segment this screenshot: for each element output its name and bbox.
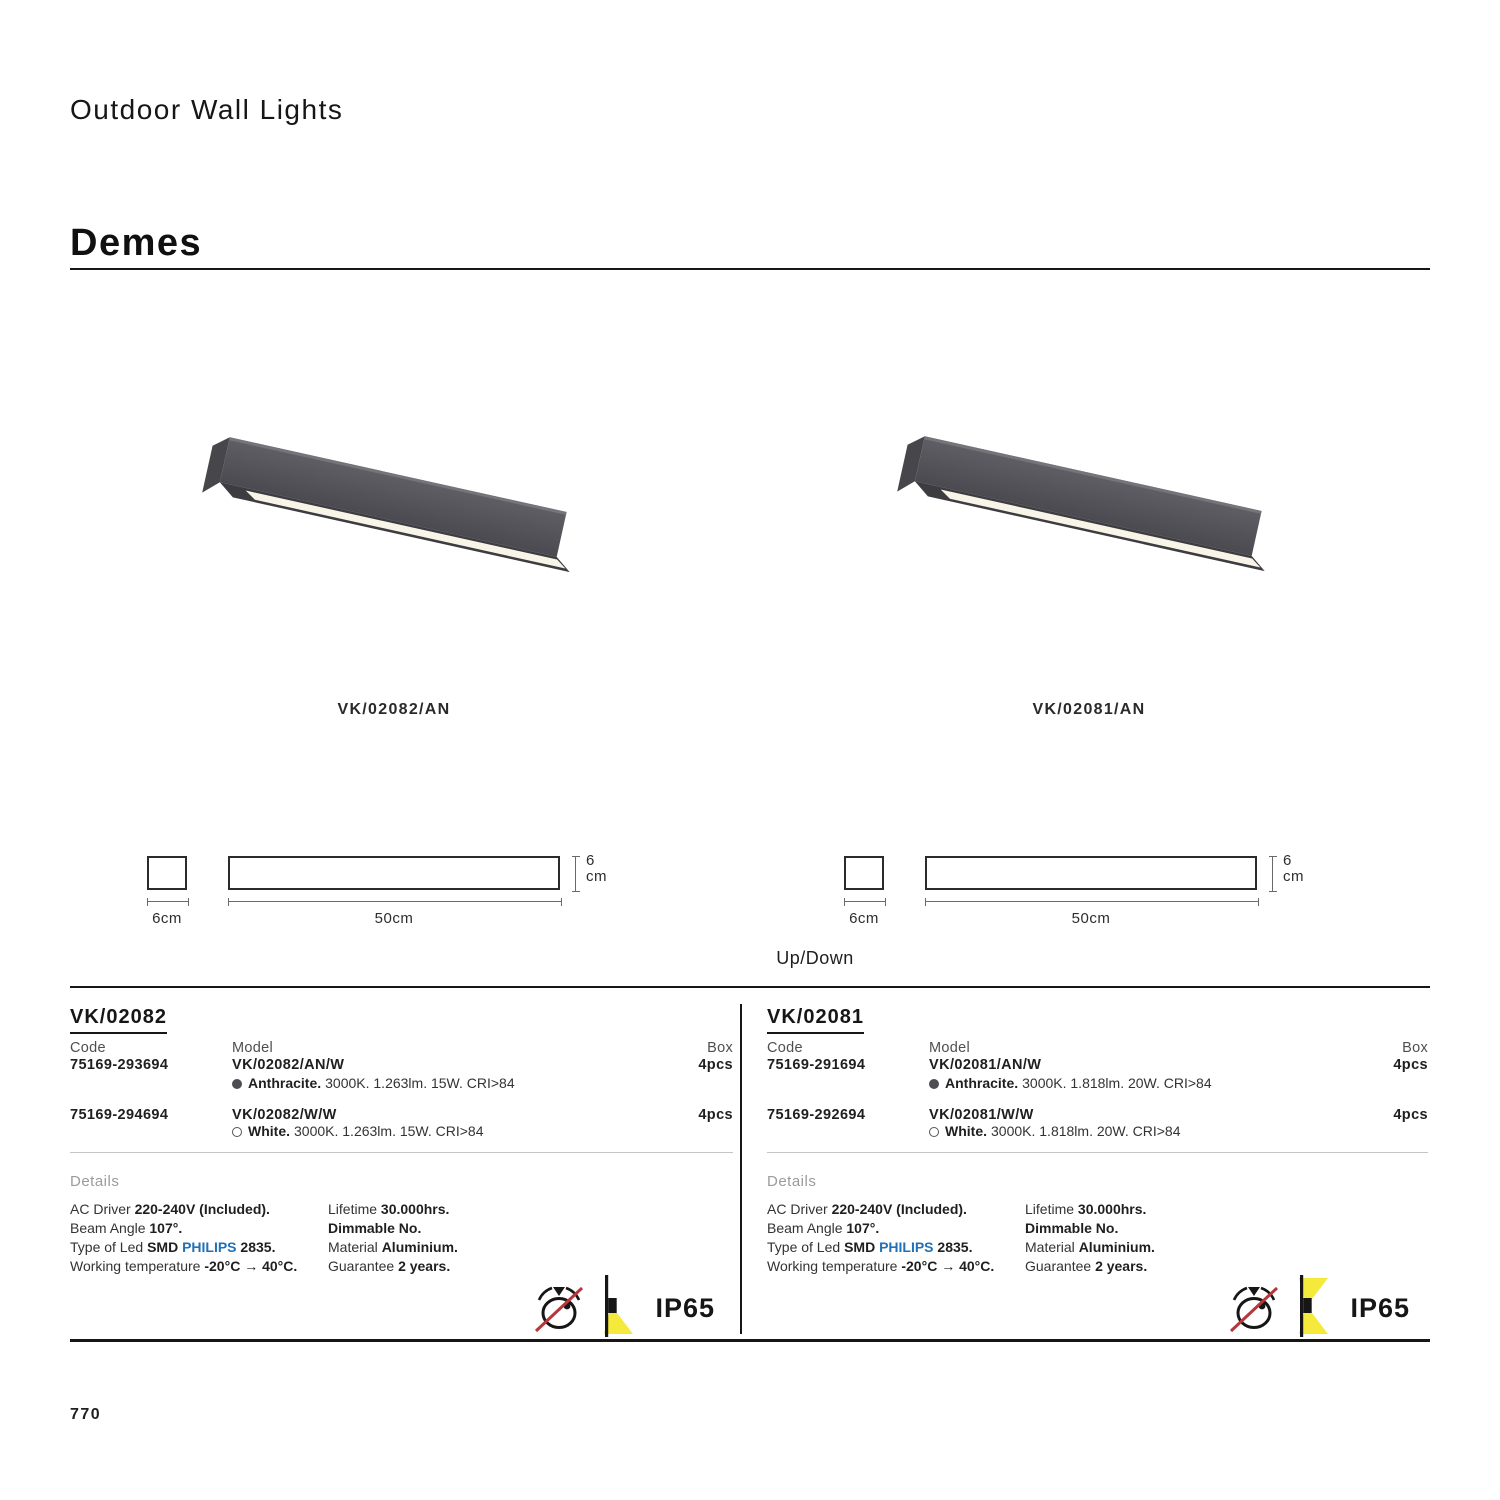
code-value: 75169-292694 <box>767 1107 866 1123</box>
detail-value: -20°C → 40°C. <box>204 1258 298 1274</box>
detail-value: 30.000hrs. <box>380 1201 450 1217</box>
details-column-2 <box>1025 1200 1155 1276</box>
model-value: VK/02081/AN/W <box>929 1057 1042 1073</box>
ip-rating: IP65 <box>1350 1292 1410 1323</box>
box-value: 4pcs <box>1393 1107 1428 1123</box>
detail-value: 220-240V (Included). <box>134 1201 270 1217</box>
detail-label: AC Driver <box>70 1201 135 1217</box>
finish-name: White. <box>248 1123 290 1139</box>
length-label: 50cm <box>374 910 414 927</box>
width-label: 6cm <box>849 910 879 927</box>
sku-heading: VK/02081 <box>767 1006 864 1034</box>
details-divider <box>767 1152 1428 1153</box>
feature-icons <box>1228 1272 1410 1344</box>
detail-line <box>767 1200 994 1219</box>
finish-specs: 3000K. 1.263lm. 15W. CRI>84 <box>325 1075 515 1091</box>
height-unit: cm <box>586 868 607 885</box>
finish-swatch-icon <box>232 1079 242 1089</box>
category-title: Outdoor Wall Lights <box>70 94 344 125</box>
model-value: VK/02082/AN/W <box>232 1057 345 1073</box>
detail-value: 2 years. <box>1095 1258 1148 1274</box>
length-rectangle <box>228 856 560 890</box>
box-header: Box <box>707 1040 733 1056</box>
detail-value: Aluminium. <box>1078 1239 1155 1255</box>
detail-label: Guarantee <box>1025 1258 1096 1274</box>
detail-value2: 2835. <box>933 1239 973 1255</box>
details-column-2 <box>328 1200 458 1276</box>
product-table-vk02081 <box>767 1004 1428 1342</box>
width-dimension-line <box>147 898 189 906</box>
detail-value: SMD <box>147 1239 183 1255</box>
model-header: Model <box>929 1040 970 1056</box>
beam-direction-icon <box>601 1274 639 1343</box>
detail-value: 220-240V (Included). <box>831 1201 967 1217</box>
finish-swatch-icon <box>929 1127 939 1137</box>
detail-label: Guarantee <box>328 1258 399 1274</box>
height-value: 6 <box>586 852 595 869</box>
finish-name: White. <box>945 1123 987 1139</box>
detail-line <box>70 1257 297 1276</box>
width-square <box>147 856 187 890</box>
dimmable-no-icon <box>1228 1280 1280 1336</box>
product-photo-vk02081 <box>897 404 1282 579</box>
detail-line <box>70 1238 297 1257</box>
detail-label: AC Driver <box>767 1201 832 1217</box>
detail-label: Type of Led <box>70 1239 148 1255</box>
finish-swatch-icon <box>929 1079 939 1089</box>
dimension-diagram <box>842 850 1312 945</box>
finish-name: Anthracite. <box>248 1075 322 1091</box>
height-value: 6 <box>1283 852 1292 869</box>
length-dimension-line <box>925 898 1259 906</box>
box-header: Box <box>1402 1040 1428 1056</box>
detail-value: SMD <box>844 1239 880 1255</box>
model-header: Model <box>232 1040 273 1056</box>
detail-line <box>328 1219 458 1238</box>
finish-name: Anthracite. <box>945 1075 1019 1091</box>
product-caption: VK/02082/AN <box>337 701 451 718</box>
length-rectangle <box>925 856 1257 890</box>
product-photo-vk02082 <box>202 405 587 580</box>
variant-description <box>929 1075 1212 1091</box>
code-header: Code <box>767 1040 803 1056</box>
detail-label: Working temperature <box>70 1258 205 1274</box>
length-label: 50cm <box>1071 910 1111 927</box>
table-top-rule <box>70 986 1430 988</box>
detail-label: Material <box>328 1239 382 1255</box>
detail-line <box>1025 1200 1155 1219</box>
detail-value2: 2835. <box>236 1239 276 1255</box>
height-unit: cm <box>1283 868 1304 885</box>
detail-value: Dimmable No. <box>328 1220 422 1236</box>
product-table-vk02082 <box>70 1004 733 1342</box>
detail-value: Aluminium. <box>381 1239 458 1255</box>
detail-line <box>1025 1257 1155 1276</box>
philips-brand: PHILIPS <box>182 1239 237 1255</box>
detail-line <box>767 1257 994 1276</box>
box-value: 4pcs <box>698 1057 733 1073</box>
detail-line <box>328 1200 458 1219</box>
detail-line <box>70 1200 297 1219</box>
detail-label: Beam Angle <box>70 1220 150 1236</box>
variant-description <box>929 1123 1181 1139</box>
dimension-diagram <box>145 850 615 945</box>
code-value: 75169-294694 <box>70 1107 169 1123</box>
detail-label: Beam Angle <box>767 1220 847 1236</box>
details-column-1 <box>767 1200 994 1276</box>
model-value: VK/02082/W/W <box>232 1107 337 1123</box>
model-value: VK/02081/W/W <box>929 1107 1034 1123</box>
box-value: 4pcs <box>1393 1057 1428 1073</box>
detail-label: Material <box>1025 1239 1079 1255</box>
detail-value: 2 years. <box>398 1258 451 1274</box>
variant-description <box>232 1075 515 1091</box>
ip-rating: IP65 <box>655 1292 715 1323</box>
details-title: Details <box>767 1173 817 1190</box>
details-title: Details <box>70 1173 120 1190</box>
family-title: Demes <box>70 222 203 264</box>
finish-swatch-icon <box>232 1127 242 1137</box>
details-column-1 <box>70 1200 297 1276</box>
detail-line <box>767 1238 994 1257</box>
dimmable-no-icon <box>533 1280 585 1336</box>
detail-line <box>1025 1219 1155 1238</box>
column-divider <box>740 1004 742 1334</box>
height-label <box>1283 853 1304 885</box>
detail-label: Lifetime <box>1025 1201 1078 1217</box>
sku-heading: VK/02082 <box>70 1006 167 1034</box>
details-divider <box>70 1152 733 1153</box>
code-value: 75169-291694 <box>767 1057 866 1073</box>
length-dimension-line <box>228 898 562 906</box>
height-dimension-line <box>572 856 580 892</box>
height-label <box>586 853 607 885</box>
product-caption: VK/02081/AN <box>1032 701 1146 718</box>
detail-line <box>328 1238 458 1257</box>
detail-value: -20°C → 40°C. <box>901 1258 995 1274</box>
orientation-label: Up/Down <box>776 948 854 968</box>
width-square <box>844 856 884 890</box>
detail-value: 107°. <box>149 1220 183 1236</box>
detail-line <box>328 1257 458 1276</box>
code-header: Code <box>70 1040 106 1056</box>
detail-label: Type of Led <box>767 1239 845 1255</box>
detail-line <box>70 1219 297 1238</box>
feature-icons <box>533 1272 715 1344</box>
detail-value: Dimmable No. <box>1025 1220 1119 1236</box>
beam-direction-icon <box>1296 1274 1334 1343</box>
page-number: 770 <box>70 1406 102 1423</box>
width-dimension-line <box>844 898 886 906</box>
finish-specs: 3000K. 1.263lm. 15W. CRI>84 <box>294 1123 484 1139</box>
code-value: 75169-293694 <box>70 1057 169 1073</box>
detail-value: 30.000hrs. <box>1077 1201 1147 1217</box>
philips-brand: PHILIPS <box>879 1239 934 1255</box>
detail-label: Working temperature <box>767 1258 902 1274</box>
title-divider <box>70 268 1430 270</box>
table-bottom-rule <box>70 1339 1430 1342</box>
detail-line <box>1025 1238 1155 1257</box>
detail-label: Lifetime <box>328 1201 381 1217</box>
box-value: 4pcs <box>698 1107 733 1123</box>
height-dimension-line <box>1269 856 1277 892</box>
finish-specs: 3000K. 1.818lm. 20W. CRI>84 <box>1022 1075 1212 1091</box>
finish-specs: 3000K. 1.818lm. 20W. CRI>84 <box>991 1123 1181 1139</box>
detail-line <box>767 1219 994 1238</box>
width-label: 6cm <box>152 910 182 927</box>
detail-value: 107°. <box>846 1220 880 1236</box>
variant-description <box>232 1123 484 1139</box>
